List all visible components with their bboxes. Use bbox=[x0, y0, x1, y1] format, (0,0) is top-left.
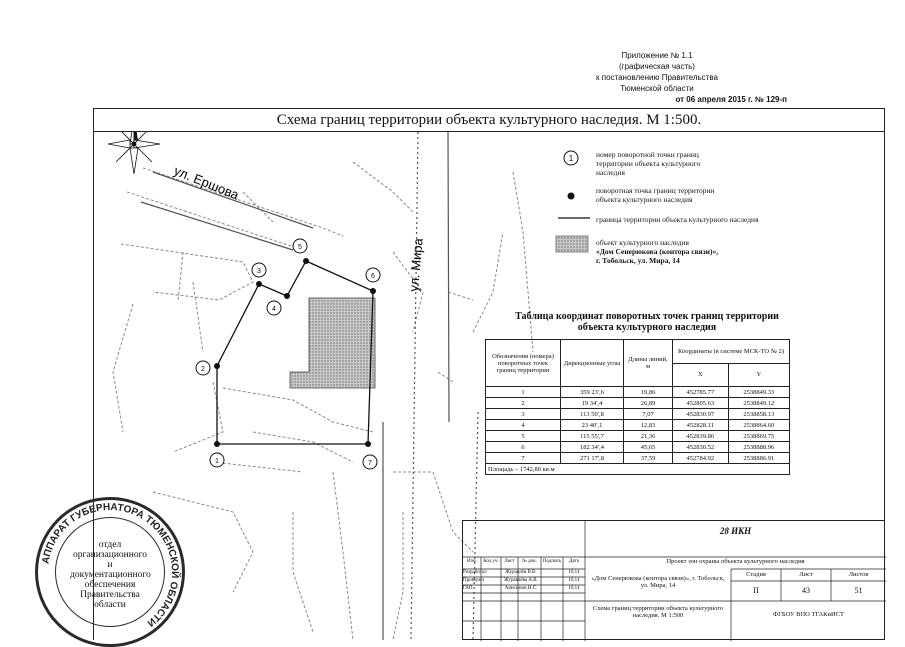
coord-cell-x: 452830.52 bbox=[673, 442, 729, 453]
legend-object-line: г. Тобольск, ул. Мира, 14 bbox=[596, 256, 680, 265]
legend-object-line: «Дом Сенерюкова (контора связи)», bbox=[596, 247, 719, 256]
legend-point-number: номер поворотной точки границ территории объекта культурного наследия bbox=[596, 150, 701, 177]
svg-text:1: 1 bbox=[215, 458, 219, 465]
tb-name: Анисимов Н.С. bbox=[504, 586, 538, 591]
header-coords: Координаты (в системе МСК-ТО № 2) bbox=[673, 340, 790, 364]
coord-cell-n: 5 bbox=[486, 431, 561, 442]
coord-cell-n: 6 bbox=[486, 442, 561, 453]
tb-col-header: Изм. bbox=[467, 559, 477, 564]
coord-cell-y: 2538864.60 bbox=[728, 420, 789, 431]
coord-cell-x: 452830.97 bbox=[673, 409, 729, 420]
tb-date: 10.14 bbox=[568, 586, 580, 591]
point-label-7 bbox=[363, 455, 377, 469]
coord-row bbox=[486, 420, 790, 431]
appendix-header bbox=[527, 50, 787, 105]
coord-table bbox=[485, 339, 790, 475]
coord-cell-angle: 359 23',6 bbox=[561, 387, 624, 398]
legend-sample-number: 1 bbox=[568, 154, 574, 163]
header-designation: Обозначения (номера) поворотных точек границ территории bbox=[486, 340, 561, 387]
legend-boundary: граница территории объекта культурного наследия bbox=[596, 215, 759, 224]
coord-cell-n: 2 bbox=[486, 398, 561, 409]
area-cell: Площадь – 1742,80 кв.м bbox=[486, 464, 790, 475]
coord-row bbox=[486, 453, 790, 464]
tb-name: Журавлёв В.В. bbox=[505, 570, 537, 575]
svg-text:7: 7 bbox=[368, 460, 372, 467]
coord-row bbox=[486, 431, 790, 442]
tb-object: «Дом Сенерюкова (контора связи)», г. Тобольск, ул. Мира, 14 bbox=[591, 575, 725, 589]
header-x: X bbox=[673, 363, 729, 387]
coord-cell-angle: 23 40',1 bbox=[561, 420, 624, 431]
tb-role: Разработал bbox=[463, 570, 487, 575]
coord-row bbox=[486, 442, 790, 453]
tb-sheet-label: Лист bbox=[799, 571, 813, 578]
stamp-text bbox=[70, 540, 150, 610]
tb-col-header: Кол.уч. bbox=[483, 559, 499, 564]
tb-sheets: 51 bbox=[854, 586, 863, 595]
point-label-2 bbox=[196, 361, 210, 375]
stamp-line: организационного bbox=[73, 550, 147, 560]
tb-stage: П bbox=[753, 586, 759, 595]
stamp-line: области bbox=[94, 600, 126, 610]
coord-row bbox=[486, 409, 790, 420]
stamp-line: и bbox=[107, 560, 113, 570]
stamp-line: обеспечения bbox=[84, 580, 136, 590]
tb-sheets-label: Листов bbox=[848, 571, 869, 578]
tb-org: ФГБОУ ВПО ТГАКиИСТ bbox=[772, 611, 844, 618]
tb-col-header: Подпись bbox=[542, 559, 562, 564]
legend-turn-point: поворотная точка границ территории объекта культурного наследия bbox=[596, 186, 715, 204]
tb-project: Проект зон охраны объекта культурного наследия bbox=[666, 558, 805, 565]
appendix-line: (графическая часть) bbox=[619, 62, 695, 71]
legend-object bbox=[596, 238, 776, 265]
coord-cell-n: 3 bbox=[486, 409, 561, 420]
point-label-3 bbox=[252, 263, 266, 277]
coord-cell-y: 2538858.13 bbox=[728, 409, 789, 420]
coord-cell-angle: 113 50',8 bbox=[561, 409, 624, 420]
title-band bbox=[93, 108, 885, 132]
coord-cell-angle: 115 55',7 bbox=[561, 431, 624, 442]
svg-text:5: 5 bbox=[298, 244, 302, 251]
coord-row bbox=[486, 398, 790, 409]
coord-cell-y: 2538869.75 bbox=[728, 431, 789, 442]
coord-cell-angle: 182 34',4 bbox=[561, 442, 624, 453]
appendix-line: к постановлению Правительства bbox=[596, 73, 718, 82]
tb-col-header: Дата bbox=[569, 559, 579, 564]
stamp-line: Правительства bbox=[80, 590, 140, 600]
coord-cell-n: 7 bbox=[486, 453, 561, 464]
tb-sheet-name: Схема границ территории объекта культурного наследия. М 1:500 bbox=[592, 605, 724, 619]
coord-cell-x: 452828.11 bbox=[673, 420, 729, 431]
appendix-line: Приложение № 1.1 bbox=[621, 51, 693, 60]
legend-object-line: объект культурного наследия bbox=[596, 238, 689, 247]
tb-col-header: № док. bbox=[522, 559, 537, 564]
coord-cell-angle: 271 17',8 bbox=[561, 453, 624, 464]
stamp-line: документационного bbox=[70, 570, 151, 580]
point-label-1 bbox=[210, 453, 224, 467]
coord-cell-len: 26,89 bbox=[624, 398, 673, 409]
header-angles: Дирекционные углы bbox=[561, 340, 624, 387]
coord-cell-y: 2538886.91 bbox=[728, 453, 789, 464]
coord-cell-y: 2538888.96 bbox=[728, 442, 789, 453]
appendix-date: от 06 апреля 2015 г. № 129-п bbox=[675, 95, 787, 104]
scheme-title: Схема границ территории объекта культурного наследия. М 1:500. bbox=[276, 112, 702, 128]
coord-cell-x: 452839.86 bbox=[673, 431, 729, 442]
tb-role: ГАП bbox=[463, 586, 473, 591]
point-label-4 bbox=[267, 301, 281, 315]
appendix-line: Тюменской области bbox=[620, 84, 694, 93]
tb-name: Журавлёва А.В. bbox=[504, 578, 538, 583]
coord-table-title bbox=[497, 311, 797, 333]
header-y: Y bbox=[728, 363, 789, 387]
stamp-line: отдел bbox=[98, 540, 122, 550]
coord-cell-y: 2538849.12 bbox=[728, 398, 789, 409]
coord-title-line: Таблица координат поворотных точек границ территории bbox=[515, 311, 779, 322]
svg-text:3: 3 bbox=[257, 268, 261, 275]
legend bbox=[556, 151, 590, 252]
coord-cell-len: 19,86 bbox=[624, 387, 673, 398]
coord-cell-len: 45,65 bbox=[624, 442, 673, 453]
coord-cell-len: 37,59 bbox=[624, 453, 673, 464]
heritage-building bbox=[290, 298, 375, 388]
coord-cell-len: 12,83 bbox=[624, 420, 673, 431]
street-label-ershova: ул. Ершова bbox=[171, 162, 242, 203]
point-label-6 bbox=[366, 268, 380, 282]
compass-rose-icon bbox=[108, 132, 160, 174]
coord-row bbox=[486, 387, 790, 398]
tb-date: 10.14 bbox=[568, 578, 580, 583]
coord-cell-n: 1 bbox=[486, 387, 561, 398]
svg-text:6: 6 bbox=[371, 273, 375, 280]
coord-cell-len: 21,36 bbox=[624, 431, 673, 442]
coord-cell-x: 452784.92 bbox=[673, 453, 729, 464]
coord-title-line: объекта культурного наследия bbox=[577, 322, 717, 333]
coord-cell-angle: 19 34',4 bbox=[561, 398, 624, 409]
tb-role: Проверил bbox=[463, 578, 484, 583]
tb-code: 28 ИКН bbox=[719, 526, 752, 536]
coord-cell-x: 452805.63 bbox=[673, 398, 729, 409]
stamp-ring: АППАРАТ ГУБЕРНАТОРА ТЮМЕНСКОЙ ОБЛАСТИ bbox=[40, 501, 181, 629]
coord-cell-y: 2538849.33 bbox=[728, 387, 789, 398]
coord-cell-len: 7,07 bbox=[624, 409, 673, 420]
title-block bbox=[462, 520, 885, 640]
point-label-5 bbox=[293, 239, 307, 253]
coord-cell-n: 4 bbox=[486, 420, 561, 431]
svg-text:4: 4 bbox=[272, 306, 276, 313]
tb-col-header: Лист bbox=[504, 559, 515, 564]
tb-sheet: 43 bbox=[802, 586, 810, 595]
tb-stage-label: Стадия bbox=[746, 571, 766, 578]
coord-cell-x: 452785.77 bbox=[673, 387, 729, 398]
street-label-mira: ул. Мира bbox=[406, 237, 426, 293]
svg-text:2: 2 bbox=[201, 366, 205, 373]
header-lengths: Длины линий, м bbox=[624, 340, 673, 387]
tb-date: 10.14 bbox=[568, 570, 580, 575]
